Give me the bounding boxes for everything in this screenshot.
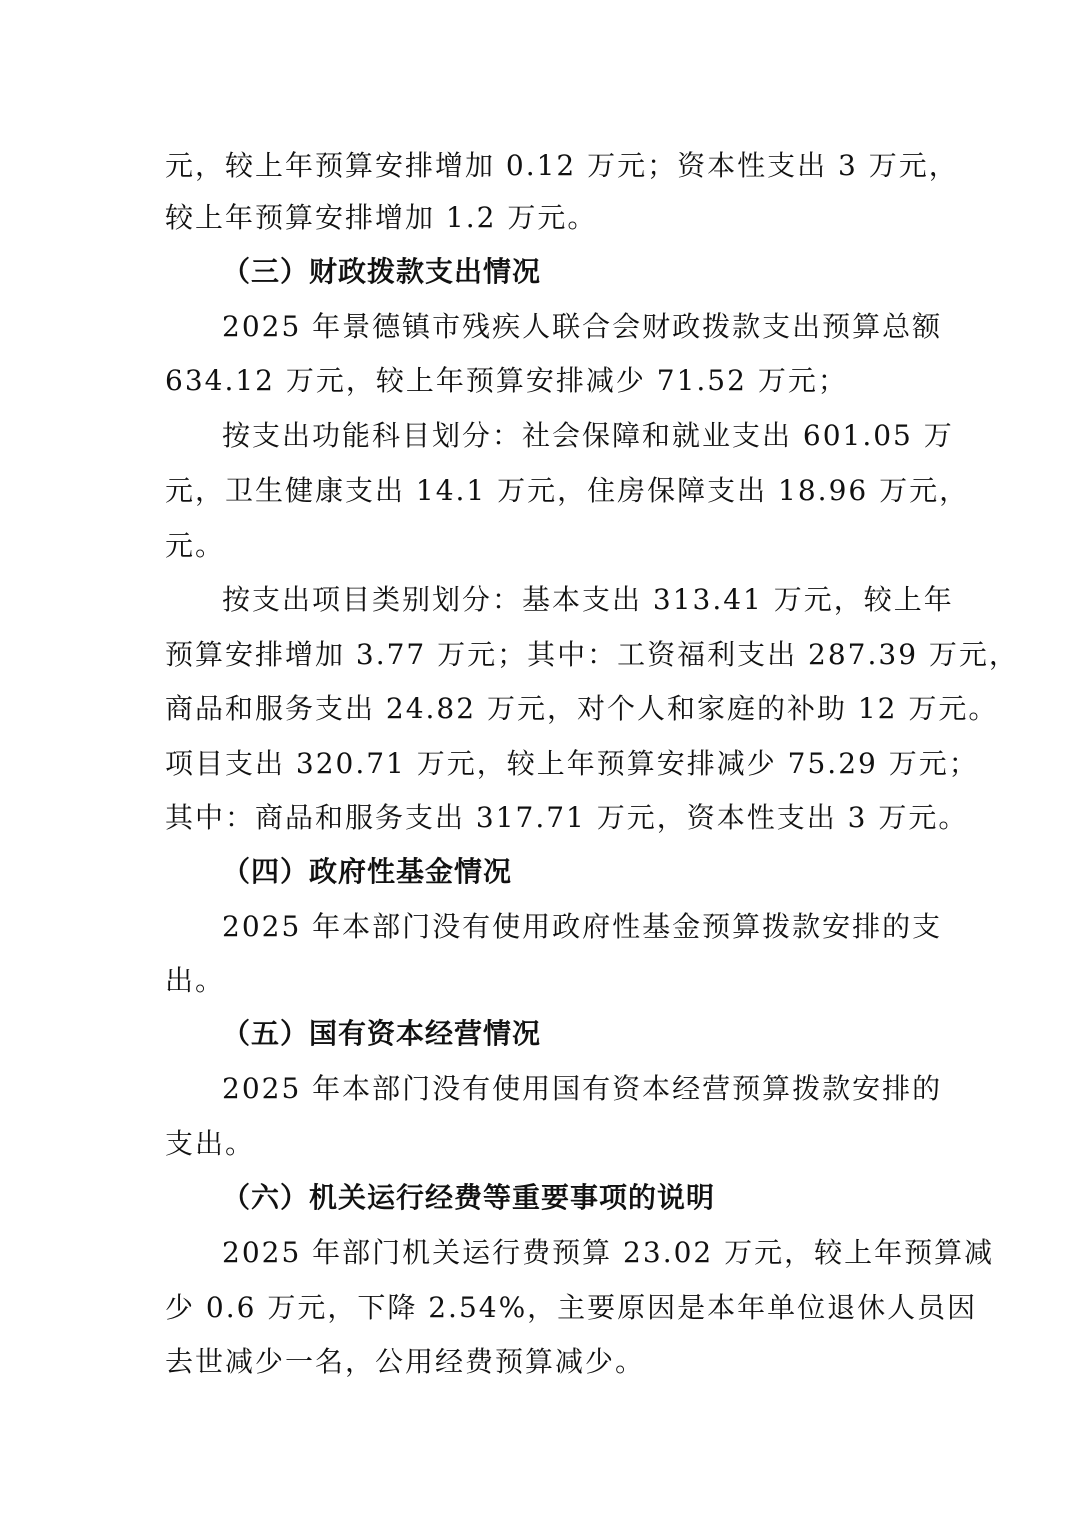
body-line: 按支出项目类别划分：基本支出 313.41 万元，较上年: [222, 583, 954, 616]
body-line: 2025 年本部门没有使用政府性基金预算拨款安排的支: [222, 910, 943, 943]
body-line: 2025 年本部门没有使用国有资本经营预算拨款安排的: [222, 1072, 943, 1105]
section-heading-6: （六）机关运行经费等重要事项的说明: [222, 1181, 716, 1214]
body-line: 较上年预算安排增加 1.2 万元。: [165, 201, 598, 234]
body-line: 2025 年景德镇市残疾人联合会财政拨款支出预算总额: [222, 310, 943, 343]
body-line: 出。: [165, 964, 226, 997]
body-line: 2025 年部门机关运行费预算 23.02 万元，较上年预算减: [222, 1236, 995, 1269]
body-line: 其中：商品和服务支出 317.71 万元，资本性支出 3 万元。: [165, 801, 969, 834]
section-heading-4: （四）政府性基金情况: [222, 855, 513, 888]
section-heading-3: （三）财政拨款支出情况: [222, 255, 542, 288]
body-line: 元，较上年预算安排增加 0.12 万元；资本性支出 3 万元，: [165, 149, 959, 182]
body-line: 按支出功能科目划分：社会保障和就业支出 601.05 万: [222, 419, 954, 452]
body-line: 元。: [165, 529, 226, 562]
body-line: 项目支出 320.71 万元，较上年预算安排减少 75.29 万元；: [165, 747, 979, 780]
body-line: 预算安排增加 3.77 万元；其中：工资福利支出 287.39 万元，: [165, 638, 1019, 671]
section-heading-5: （五）国有资本经营情况: [222, 1017, 542, 1050]
body-line: 元，卫生健康支出 14.1 万元，住房保障支出 18.96 万元，: [165, 474, 970, 507]
body-line: 商品和服务支出 24.82 万元，对个人和家庭的补助 12 万元。: [165, 692, 999, 725]
body-line: 支出。: [165, 1127, 256, 1160]
body-line: 少 0.6 万元，下降 2.54%，主要原因是本年单位退休人员因: [165, 1291, 978, 1324]
body-line: 去世减少一名，公用经费预算减少。: [165, 1345, 646, 1378]
body-line: 634.12 万元，较上年预算安排减少 71.52 万元；: [165, 364, 848, 397]
